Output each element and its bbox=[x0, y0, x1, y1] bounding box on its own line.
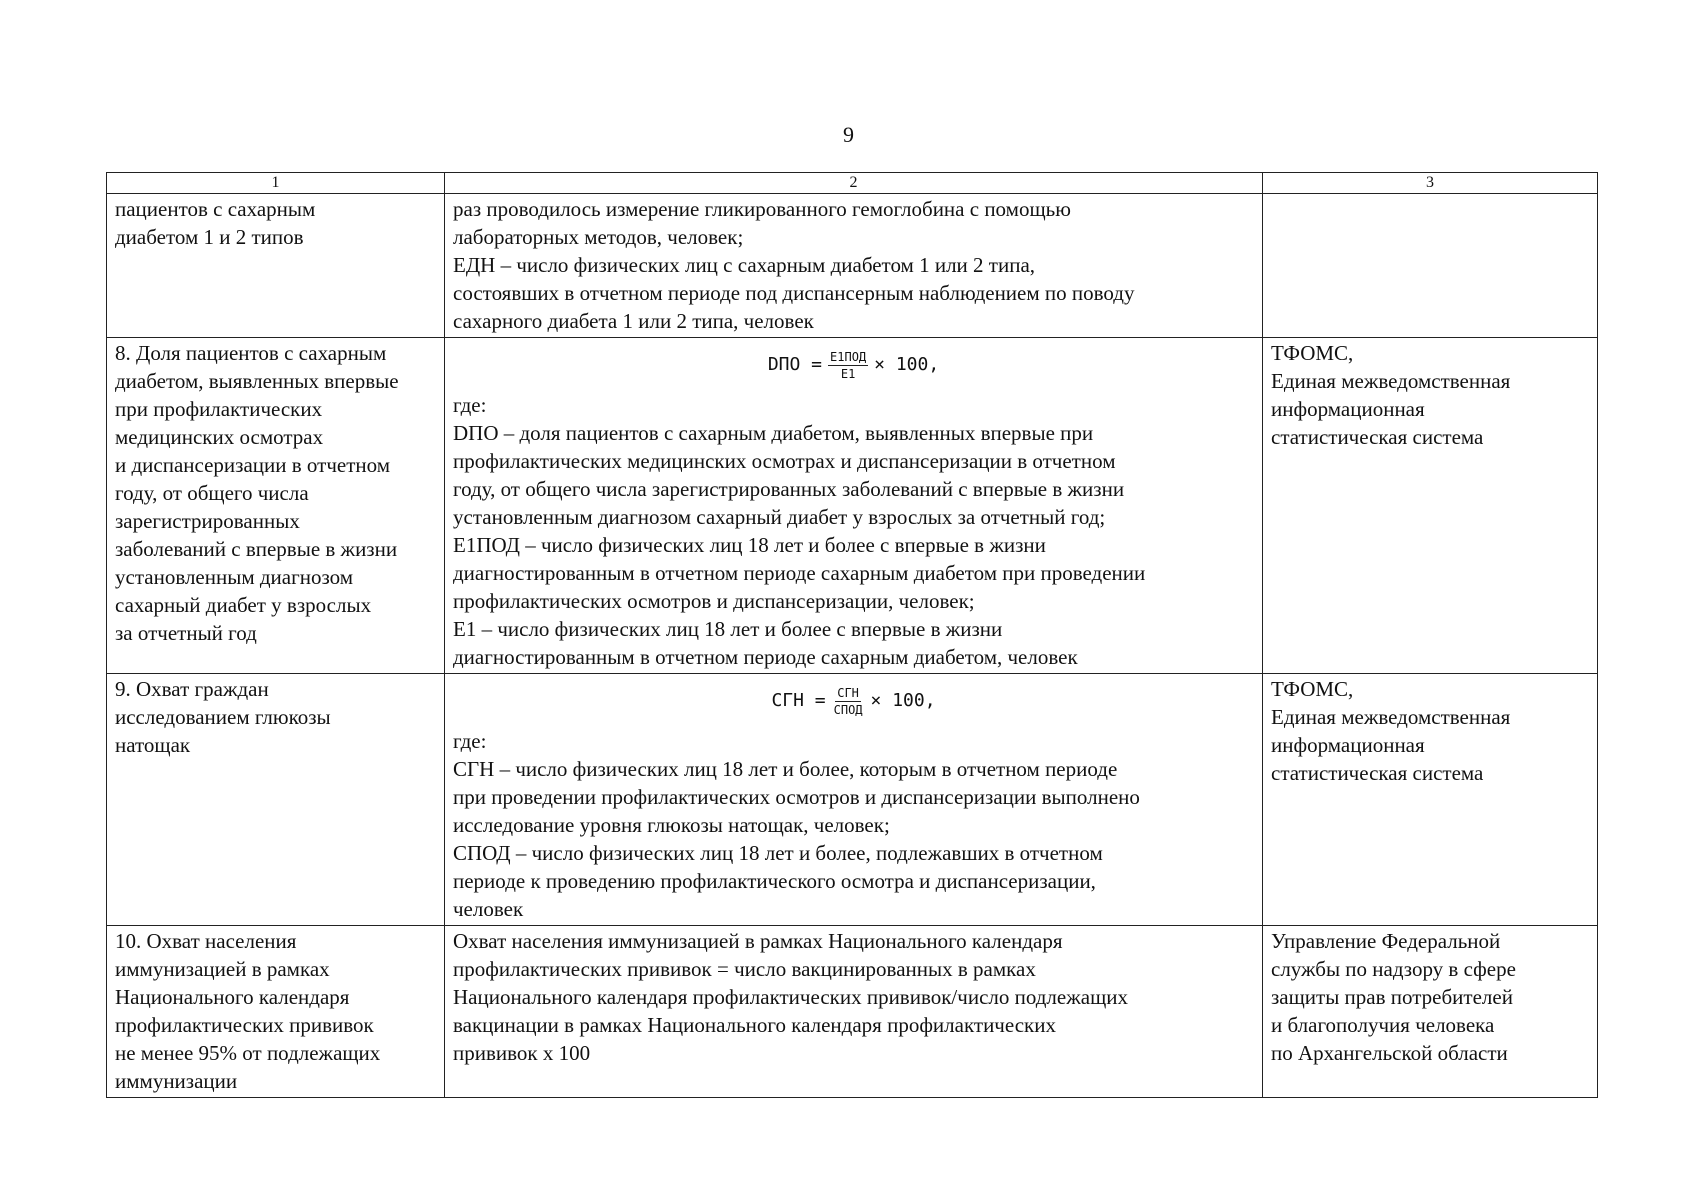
text-line: Е1 – число физических лиц 18 лет и более с впервые в жизни bbox=[453, 617, 1003, 641]
text-line: сахарного диабета 1 или 2 типа, человек bbox=[453, 309, 814, 333]
text-line: человек bbox=[453, 897, 524, 921]
column-header-2: 2 bbox=[445, 173, 1263, 194]
text-line: при проведении профилактических осмотров и диспансеризации выполнено bbox=[453, 785, 1140, 809]
text-line: раз проводилось измерение гликированного гемоглобина с помощью bbox=[453, 197, 1071, 221]
text-line: Единая межведомственная bbox=[1271, 705, 1511, 729]
formula-lhs: СГН = bbox=[771, 690, 826, 711]
source-cell bbox=[1263, 338, 1598, 674]
text-line: информационная bbox=[1271, 733, 1425, 757]
source-cell bbox=[1263, 194, 1598, 338]
column-header-3: 3 bbox=[1263, 173, 1598, 194]
text-line: ЕДН – число физических лиц с сахарным диабетом 1 или 2 типа, bbox=[453, 253, 1036, 277]
text-line: где: bbox=[453, 393, 487, 417]
text-line: информационная bbox=[1271, 397, 1425, 421]
formula-rhs: × 100, bbox=[870, 690, 936, 711]
table-row bbox=[107, 338, 1598, 674]
text-line: защиты прав потребителей bbox=[1271, 985, 1513, 1009]
text-line: СПОД – число физических лиц 18 лет и более, подлежавших в отчетном bbox=[453, 841, 1103, 865]
formula-dpo bbox=[453, 339, 1254, 391]
text-line: 10. Охват населения bbox=[115, 929, 297, 953]
text-line: диагностированным в отчетном периоде сахарным диабетом, человек bbox=[453, 645, 1078, 669]
text-line: лабораторных методов, человек; bbox=[453, 225, 744, 249]
text-line: исследованием глюкозы bbox=[115, 705, 331, 729]
text-line: при профилактических bbox=[115, 397, 323, 421]
calculation-cell bbox=[445, 926, 1263, 1098]
text-line: Охват населения иммунизацией в рамках Национального календаря bbox=[453, 929, 1063, 953]
indicator-name-cell bbox=[107, 926, 445, 1098]
text-line: Национального календаря профилактических прививок/число подлежащих bbox=[453, 985, 1128, 1009]
formula-numerator: СГН bbox=[837, 685, 859, 700]
indicator-name-cell bbox=[107, 338, 445, 674]
indicator-name-cell bbox=[107, 674, 445, 926]
table-row bbox=[107, 194, 1598, 338]
calculation-cell bbox=[445, 338, 1263, 674]
header-row bbox=[107, 173, 1598, 194]
text-line: профилактических медицинских осмотрах и диспансеризации в отчетном bbox=[453, 449, 1116, 473]
text-line: Единая межведомственная bbox=[1271, 369, 1511, 393]
text-line: заболеваний с впервые в жизни bbox=[115, 537, 398, 561]
text-line: статистическая система bbox=[1271, 761, 1484, 785]
text-line: службы по надзору в сфере bbox=[1271, 957, 1516, 981]
source-cell bbox=[1263, 926, 1598, 1098]
text-line: сахарный диабет у взрослых bbox=[115, 593, 372, 617]
text-line: периоде к проведению профилактического осмотра и диспансеризации, bbox=[453, 869, 1096, 893]
text-line: профилактических прививок = число вакцинированных в рамках bbox=[453, 957, 1036, 981]
text-line: СГН – число физических лиц 18 лет и более, которым в отчетном периоде bbox=[453, 757, 1118, 781]
column-header-1: 1 bbox=[107, 173, 445, 194]
formula-sgn bbox=[453, 675, 1254, 727]
text-line: по Архангельской области bbox=[1271, 1041, 1508, 1065]
text-line: статистическая система bbox=[1271, 425, 1484, 449]
formula-denominator: СПОД bbox=[833, 702, 863, 717]
indicators-table bbox=[106, 172, 1598, 1098]
text-line: за отчетный год bbox=[115, 621, 257, 645]
formula-rhs: × 100, bbox=[874, 354, 940, 375]
text-line: 8. Доля пациентов с сахарным bbox=[115, 341, 387, 365]
text-line: вакцинации в рамках Национального календаря профилактических bbox=[453, 1013, 1056, 1037]
calculation-cell bbox=[445, 674, 1263, 926]
text-line: установленным диагнозом сахарный диабет у взрослых за отчетный год; bbox=[453, 505, 1106, 529]
formula-denominator: Е1 bbox=[840, 366, 856, 381]
text-line: исследование уровня глюкозы натощак, человек; bbox=[453, 813, 890, 837]
text-line: натощак bbox=[115, 733, 191, 757]
text-line: Е1ПОД – число физических лиц 18 лет и более с впервые в жизни bbox=[453, 533, 1046, 557]
formula-fraction bbox=[832, 686, 865, 717]
formula-lhs: DПО = bbox=[767, 354, 823, 375]
text-line: зарегистрированных bbox=[115, 509, 300, 533]
text-line: пациентов с сахарным bbox=[115, 197, 316, 221]
text-line: ТФОМС, bbox=[1271, 341, 1354, 365]
text-line: диабетом 1 и 2 типов bbox=[115, 225, 304, 249]
text-line: Национального календаря bbox=[115, 985, 350, 1009]
table-row bbox=[107, 926, 1598, 1098]
text-line: медицинских осмотрах bbox=[115, 425, 324, 449]
text-line: прививок х 100 bbox=[453, 1041, 591, 1065]
text-line: Управление Федеральной bbox=[1271, 929, 1501, 953]
text-line: диагностированным в отчетном периоде сахарным диабетом при проведении bbox=[453, 561, 1146, 585]
calculation-cell bbox=[445, 194, 1263, 338]
text-line: 9. Охват граждан bbox=[115, 677, 269, 701]
text-line: установленным диагнозом bbox=[115, 565, 354, 589]
text-line: где: bbox=[453, 729, 487, 753]
indicator-name-cell bbox=[107, 194, 445, 338]
text-line: иммунизацией в рамках bbox=[115, 957, 330, 981]
text-line: ТФОМС, bbox=[1271, 677, 1354, 701]
table-row bbox=[107, 674, 1598, 926]
text-line: профилактических прививок bbox=[115, 1013, 374, 1037]
text-line: профилактических осмотров и диспансеризации, человек; bbox=[453, 589, 975, 613]
page-number: 9 bbox=[843, 122, 854, 147]
text-line: DПО – доля пациентов с сахарным диабетом, выявленных впервые при bbox=[453, 421, 1094, 445]
text-line: диабетом, выявленных впервые bbox=[115, 369, 399, 393]
text-line: иммунизации bbox=[115, 1069, 238, 1093]
text-line: году, от общего числа bbox=[115, 481, 309, 505]
text-line: не менее 95% от подлежащих bbox=[115, 1041, 381, 1065]
text-line: состоявших в отчетном периоде под диспансерным наблюдением по поводу bbox=[453, 281, 1135, 305]
formula-numerator: Е1ПОД bbox=[830, 349, 867, 364]
source-cell bbox=[1263, 674, 1598, 926]
formula-fraction bbox=[828, 350, 868, 381]
text-line: и диспансеризации в отчетном bbox=[115, 453, 390, 477]
text-line: и благополучия человека bbox=[1271, 1013, 1495, 1037]
text-line: году, от общего числа зарегистрированных заболеваний с впервые в жизни bbox=[453, 477, 1125, 501]
